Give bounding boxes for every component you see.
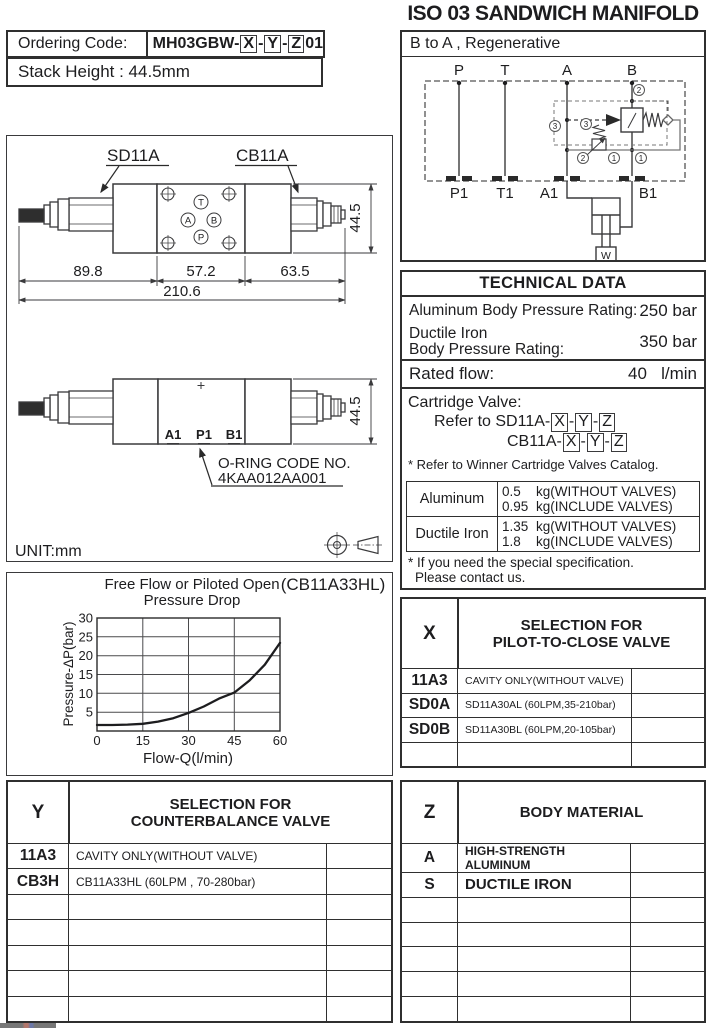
dimensional-drawing-panel [6, 135, 393, 562]
chart-x-axis-label: Flow-Q(l/min) [143, 750, 233, 767]
cartridge-ref-cb11a: CB11A- X - Y - Z [507, 432, 698, 452]
row-desc [458, 972, 631, 996]
weight-material: Aluminum [407, 482, 498, 516]
spring-symbol [643, 113, 663, 127]
weight-table [406, 481, 700, 552]
aluminum-rating-label: Aluminum Body Pressure Rating: [409, 301, 638, 319]
oring-code-value: 4KAA012AA001 [218, 470, 327, 487]
ordering-code-y-box: Y [264, 35, 281, 54]
table-row [402, 694, 704, 719]
stack-height-box [6, 57, 323, 87]
table-row [402, 743, 704, 767]
table-row [8, 895, 391, 920]
row-empty-cell [631, 997, 704, 1021]
row-desc: HIGH-STRENGTH ALUMINUM [458, 844, 631, 872]
technical-data-title: TECHNICAL DATA [402, 272, 704, 297]
row-empty-cell [327, 869, 391, 893]
counterbalance-valve-symbol [550, 85, 681, 164]
row-code [402, 923, 458, 947]
selection-table-y [6, 780, 393, 1023]
row-desc [458, 947, 631, 971]
svg-text:25: 25 [78, 629, 93, 645]
pressure-drop-chart [7, 573, 391, 774]
left-cartridge [19, 198, 113, 231]
schematic-port-a1: A1 [539, 185, 559, 202]
right-cartridge-bottom [291, 391, 345, 424]
row-empty-cell [631, 844, 704, 872]
svg-text:10: 10 [78, 685, 93, 701]
left-valve-label: SD11A [107, 146, 160, 165]
table-row [8, 920, 391, 945]
row-desc: CB11A33HL (60LPM , 70-280bar) [69, 869, 327, 893]
row-desc [69, 920, 327, 944]
table-header [402, 782, 704, 844]
svg-text:2: 2 [636, 86, 642, 95]
selection-table-x [400, 597, 706, 768]
regenerative-circuit-box [400, 30, 706, 262]
table-row [402, 997, 704, 1021]
footer-revision-artifact [0, 1023, 56, 1028]
row-code: 11A3 [8, 844, 69, 868]
bottom-port-a1: A1 [164, 427, 182, 442]
row-empty-cell [631, 947, 704, 971]
table-title: SELECTION FOR PILOT-TO-CLOSE VALVE [492, 616, 671, 651]
right-cartridge [291, 198, 345, 231]
table-row [8, 946, 391, 971]
row-desc: DUCTILE IRON [458, 873, 631, 897]
cylinder-symbol [567, 181, 632, 260]
row-code: S [402, 873, 458, 897]
chart-title-line1: Free Flow or Piloted Open [104, 576, 280, 593]
dim-210-6: 210.6 [163, 283, 201, 300]
row-empty-cell [632, 694, 704, 718]
row-code: SD0B [402, 718, 458, 742]
projection-symbol [324, 532, 384, 558]
schematic-port-b1: B1 [638, 185, 658, 202]
oring-code-label: O-RING CODE NO. [218, 455, 351, 472]
table-row [402, 873, 704, 898]
svg-text:15: 15 [78, 667, 93, 682]
svg-text:1: 1 [611, 154, 617, 163]
top-view-drawing [19, 146, 377, 304]
cartridge-ref-sd11a: Refer to SD11A- X - Y - Z [434, 412, 698, 432]
row-empty-cell [631, 923, 704, 947]
svg-text:45: 45 [227, 733, 242, 748]
aluminum-rating-row [402, 297, 704, 325]
row-code [402, 972, 458, 996]
row-empty-cell [327, 844, 391, 868]
valve-drawings [7, 136, 391, 560]
row-code: 11A3 [402, 669, 458, 693]
table-key-z: Z [402, 782, 459, 843]
row-desc [69, 895, 327, 919]
chart-y-axis-label: Pressure-ΔP(bar) [61, 621, 76, 727]
row-desc: SD11A30BL (60LPM,20-105bar) [458, 718, 632, 742]
ductile-rating-value: 350 bar [639, 331, 697, 351]
svg-text:T: T [198, 197, 204, 209]
ordering-code-suffix: 01 [305, 35, 323, 52]
ordering-code-label: Ordering Code: [8, 32, 148, 56]
schematic-port-p: P [453, 62, 465, 79]
ordering-code-value [148, 32, 323, 56]
rated-flow-label: Rated flow: [409, 364, 495, 384]
svg-text:1: 1 [638, 154, 644, 163]
oring-groove-marks [167, 443, 240, 445]
table-row [402, 898, 704, 923]
row-desc [458, 923, 631, 947]
table-row [8, 869, 391, 894]
table-key-x: X [402, 599, 459, 668]
row-desc: CAVITY ONLY(WITHOUT VALVE) [458, 669, 632, 693]
weight-row-aluminum [407, 482, 699, 517]
svg-text:30: 30 [181, 733, 196, 748]
stack-height-label: Stack Height : 44.5mm [18, 62, 190, 81]
svg-text:60: 60 [272, 733, 288, 748]
table-title: BODY MATERIAL [519, 804, 644, 821]
schematic-port-t1: T1 [496, 185, 514, 202]
row-empty-cell [327, 895, 391, 919]
page-title: ISO 03 SANDWICH MANIFOLD [407, 2, 699, 25]
table-row [8, 997, 391, 1021]
table-row [402, 947, 704, 972]
row-code: CB3H [8, 869, 69, 893]
svg-text:5: 5 [85, 704, 93, 720]
row-code: SD0A [402, 694, 458, 718]
rated-flow-value: 40 l/min [628, 364, 697, 384]
cartridge-note: * Refer to Winner Cartridge Valves Catalog. [408, 456, 659, 472]
bottom-port-p1: P1 [196, 427, 212, 442]
chart-title-line2: Pressure Drop [143, 592, 241, 609]
table-key-y: Y [8, 782, 70, 843]
chart-annotation: (CB11A33HL) [280, 575, 386, 594]
row-desc [69, 971, 327, 995]
row-empty-cell [631, 898, 704, 922]
row-code: A [402, 844, 458, 872]
port-interface-symbols [446, 176, 645, 181]
svg-text:P: P [197, 232, 205, 244]
svg-text:B: B [210, 215, 218, 227]
table-header [402, 599, 704, 669]
row-code [8, 997, 69, 1021]
row-desc [458, 898, 631, 922]
row-code [402, 743, 458, 767]
row-desc: CAVITY ONLY(WITHOUT VALVE) [69, 844, 327, 868]
svg-text:0: 0 [93, 733, 101, 748]
y-tick-labels [79, 611, 93, 720]
technical-data-box [400, 270, 706, 590]
table-row [8, 844, 391, 869]
table-row [402, 972, 704, 997]
pressure-drop-chart-panel [6, 572, 393, 776]
table-row [8, 971, 391, 996]
bottom-port-b1: B1 [225, 427, 243, 442]
svg-text:15: 15 [135, 733, 151, 748]
row-code [402, 997, 458, 1021]
row-empty-cell [632, 743, 704, 767]
schematic-port-b: B [626, 62, 638, 79]
svg-text:3: 3 [583, 120, 589, 129]
table-title: SELECTION FOR COUNTERBALANCE VALVE [130, 795, 331, 830]
weight-values: 1.35 kg(WITHOUT VALVES) 1.8 kg(INCLUDE VALVES) [502, 519, 677, 549]
load-label: W [601, 250, 611, 260]
ordering-code-z-box: Z [288, 35, 304, 54]
row-desc [69, 946, 327, 970]
row-code [8, 971, 69, 995]
hydraulic-schematic [402, 57, 704, 260]
row-code [8, 946, 69, 970]
ordering-code-x-box: X [240, 35, 257, 54]
row-code [8, 920, 69, 944]
ordering-dash1: - [258, 35, 264, 52]
row-empty-cell [327, 997, 391, 1021]
special-spec-note: * If you need the special specification. Please contact us. [408, 555, 634, 585]
oring-leader [200, 449, 212, 485]
schematic-port-a: A [561, 62, 573, 79]
row-code [402, 947, 458, 971]
bottom-view-drawing [15, 379, 384, 560]
check-valve-symbol [663, 115, 673, 125]
svg-text:3: 3 [552, 122, 558, 131]
ordering-code-prefix: MH03GBW- [152, 35, 240, 52]
ordering-code-box [6, 30, 325, 58]
dim-height-bottom: 44.5 [347, 396, 364, 426]
row-empty-cell [631, 873, 704, 897]
table-row [402, 923, 704, 948]
row-empty-cell [632, 718, 704, 742]
table-row [402, 669, 704, 694]
row-code [402, 898, 458, 922]
unit-label: UNIT:mm [15, 543, 82, 560]
dim-height-top: 44.5 [347, 203, 364, 233]
row-desc [458, 743, 632, 767]
row-code [8, 895, 69, 919]
x-tick-labels [93, 733, 287, 748]
selection-table-z [400, 780, 706, 1023]
cartridge-valve-section [402, 389, 704, 481]
svg-text:A: A [184, 215, 192, 227]
circuit-title: B to A , Regenerative [402, 32, 704, 57]
row-desc: SD11A30AL (60LPM,35-210bar) [458, 694, 632, 718]
schematic-port-p1: P1 [449, 185, 469, 202]
right-valve-label: CB11A [236, 146, 289, 165]
row-empty-cell [327, 920, 391, 944]
row-desc [458, 997, 631, 1021]
dim-57-2: 57.2 [186, 263, 216, 280]
row-empty-cell [631, 972, 704, 996]
ductile-rating-label: Ductile Iron Body Pressure Rating: [409, 324, 565, 358]
weight-material: Ductile Iron [407, 517, 498, 551]
table-row [402, 844, 704, 873]
weight-values: 0.5 kg(WITHOUT VALVES) 0.95 kg(INCLUDE VALVES) [502, 484, 677, 514]
svg-text:20: 20 [78, 648, 93, 664]
ordering-dash2: - [282, 35, 288, 52]
row-empty-cell [632, 669, 704, 693]
cartridge-title: Cartridge Valve: [408, 394, 522, 412]
svg-text:2: 2 [580, 154, 586, 163]
ductile-rating-row [402, 325, 704, 361]
dim-63-5: 63.5 [280, 263, 310, 280]
aluminum-rating-value: 250 bar [639, 300, 697, 320]
svg-text:30: 30 [78, 610, 93, 626]
table-row [402, 718, 704, 743]
left-cartridge-bottom [19, 391, 113, 424]
row-empty-cell [327, 971, 391, 995]
dim-89-8: 89.8 [73, 263, 103, 280]
table-header [8, 782, 391, 844]
port-lines [459, 81, 632, 176]
schematic-port-t: T [500, 62, 510, 79]
row-desc [69, 997, 327, 1021]
row-empty-cell [327, 946, 391, 970]
rated-flow-row [402, 361, 704, 389]
weight-row-ductile [407, 517, 699, 551]
